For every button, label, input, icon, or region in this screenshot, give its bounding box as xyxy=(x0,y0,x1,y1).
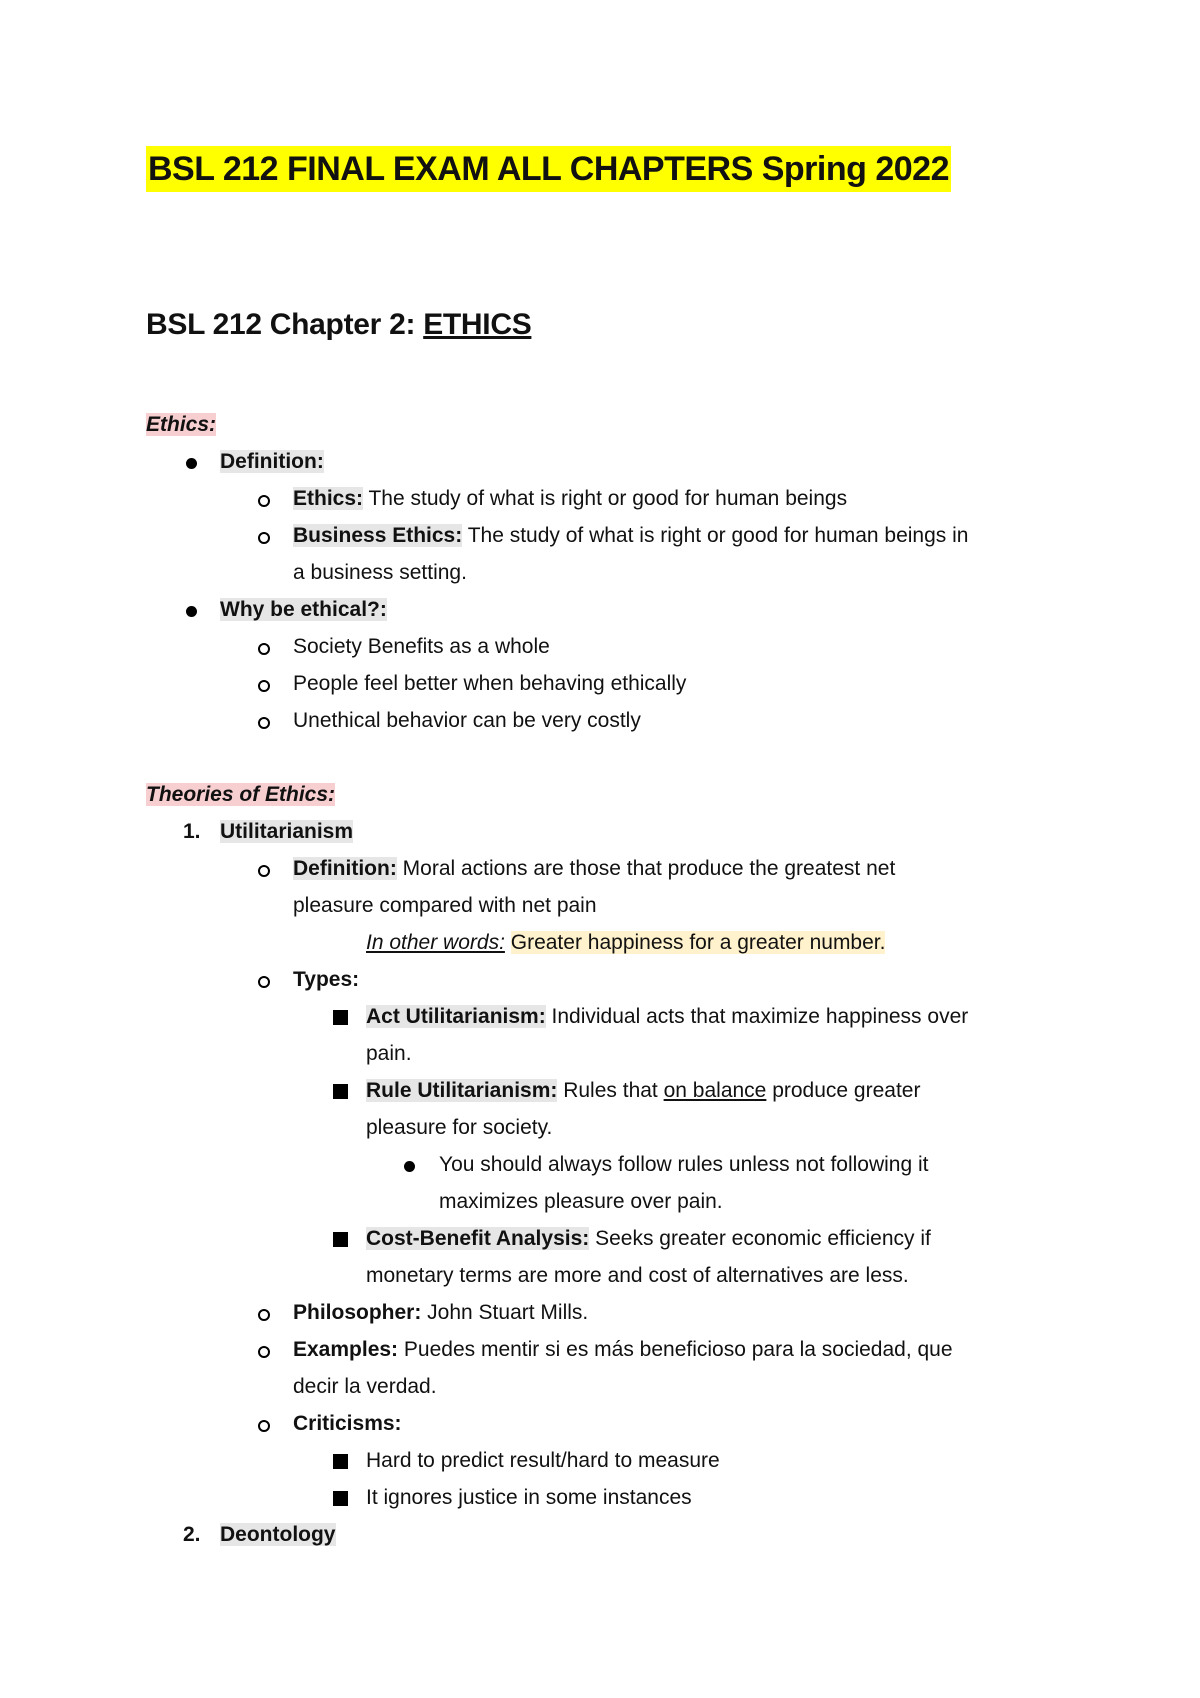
deontology-label: Deontology xyxy=(220,1523,336,1546)
bullet-disc-icon xyxy=(404,1161,415,1172)
bullet-square-icon xyxy=(333,1454,348,1469)
bullet-square-icon xyxy=(333,1232,348,1247)
chapter-prefix: BSL 212 Chapter 2: xyxy=(146,308,424,341)
why-ethical-label: Why be ethical?: xyxy=(220,598,387,621)
theories-heading: Theories of Ethics: xyxy=(146,783,336,806)
act-utilitarianism-cont: pain. xyxy=(366,1042,412,1065)
chapter-topic: ETHICS xyxy=(423,308,532,341)
why-item: Unethical behavior can be very costly xyxy=(293,709,641,732)
list-number: 2. xyxy=(183,1523,201,1546)
bullet-square-icon xyxy=(333,1491,348,1506)
list-number: 1. xyxy=(183,820,201,843)
types-label: Types: xyxy=(293,968,360,991)
cost-benefit-analysis-cont: monetary terms are more and cost of alternatives are less. xyxy=(366,1264,909,1287)
ethics-definition: Ethics: The study of what is right or good for human beings xyxy=(293,487,848,510)
bullet-circle-icon xyxy=(258,717,270,729)
cost-benefit-analysis: Cost-Benefit Analysis: Seeks greater economic efficiency if xyxy=(366,1227,931,1250)
bullet-circle-icon xyxy=(258,976,270,988)
philosopher: Philosopher: John Stuart Mills. xyxy=(293,1301,589,1324)
bullet-circle-icon xyxy=(258,865,270,877)
why-item: People feel better when behaving ethically xyxy=(293,672,687,695)
document-title: BSL 212 FINAL EXAM ALL CHAPTERS Spring 2022 xyxy=(146,146,951,192)
definition-label: Definition: xyxy=(220,450,324,473)
bullet-circle-icon xyxy=(258,1420,270,1432)
rule-utilitarianism: Rule Utilitarianism: Rules that on balance produce greater xyxy=(366,1079,921,1102)
examples: Examples: Puedes mentir si es más beneficioso para la sociedad, que xyxy=(293,1338,953,1361)
bullet-square-icon xyxy=(333,1010,348,1025)
rule-sub-item: You should always follow rules unless not following it xyxy=(439,1153,929,1176)
utilitarianism-definition-cont: pleasure compared with net pain xyxy=(293,894,597,917)
criticisms-label: Criticisms: xyxy=(293,1412,402,1435)
chapter-heading xyxy=(146,305,531,345)
business-ethics-definition-cont: a business setting. xyxy=(293,561,467,584)
bullet-circle-icon xyxy=(258,1346,270,1358)
act-utilitarianism: Act Utilitarianism: Individual acts that maximize happiness over xyxy=(366,1005,969,1028)
business-ethics-definition: Business Ethics: The study of what is right or good for human beings in xyxy=(293,524,969,547)
rule-utilitarianism-cont: pleasure for society. xyxy=(366,1116,553,1139)
rule-sub-item-cont: maximizes pleasure over pain. xyxy=(439,1190,723,1213)
ethics-heading: Ethics: xyxy=(146,413,217,436)
why-item: Society Benefits as a whole xyxy=(293,635,550,658)
bullet-circle-icon xyxy=(258,643,270,655)
utilitarianism-definition: Definition: Moral actions are those that produce the greatest net xyxy=(293,857,896,880)
criticism-item: Hard to predict result/hard to measure xyxy=(366,1449,720,1472)
bullet-square-icon xyxy=(333,1084,348,1099)
in-other-words: In other words: Greater happiness for a greater number. xyxy=(366,931,886,954)
bullet-circle-icon xyxy=(258,532,270,544)
bullet-circle-icon xyxy=(258,680,270,692)
criticism-item: It ignores justice in some instances xyxy=(366,1486,692,1509)
utilitarianism-label: Utilitarianism xyxy=(220,820,354,843)
bullet-circle-icon xyxy=(258,495,270,507)
examples-cont: decir la verdad. xyxy=(293,1375,437,1398)
bullet-disc-icon xyxy=(186,458,197,469)
bullet-disc-icon xyxy=(186,606,197,617)
bullet-circle-icon xyxy=(258,1309,270,1321)
